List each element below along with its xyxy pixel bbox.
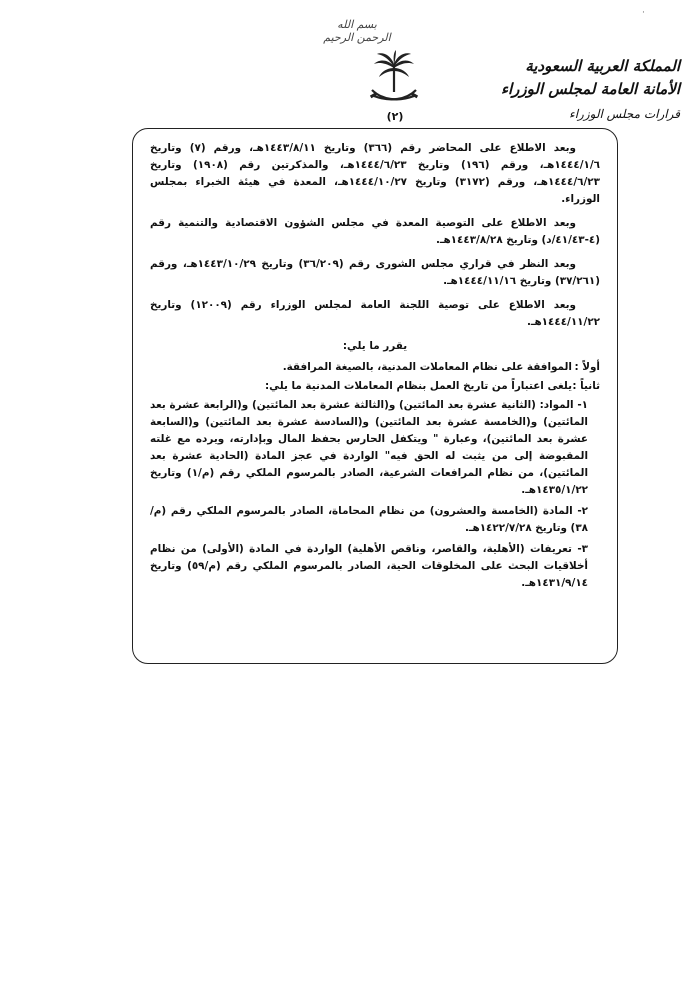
saudi-emblem-icon [368, 50, 420, 110]
clause-first-label: أولاً : [574, 361, 600, 373]
paragraph-shura-council: وبعد النظر في قراري مجلس الشورى رقم (٣٦/٢٠٩) وتاريخ ١٤٤٣/١٠/٢٩هـ، ورقم (٣٧/٢٦١) وتاريخ ١٤٤٤/١١/١٦هـ. [150, 258, 600, 287]
clause-first-text: الموافقة على نظام المعاملات المدنية، بالصيغة المرافقة. [282, 361, 572, 373]
kingdom-name: المملكة العربية السعودية [525, 57, 680, 75]
page-number: (٢) [386, 110, 404, 123]
clause-second-label: ثانياً : [572, 380, 600, 392]
clause-second [150, 378, 600, 395]
paragraph-economic-council: وبعد الاطلاع على التوصية المعدة في مجلس الشؤون الاقتصادية والتنمية رقم (٤-٤١/٤٣/د) وتاريخ ١٤٤٣/٨/٢٨هـ. [150, 217, 600, 246]
paragraph-minutes: وبعد الاطلاع على المحاضر رقم (٣٦٦) وتاريخ ١٤٤٣/٨/١١هـ، ورقم (٧) وتاريخ ١٤٤٤/١/٦هـ، ورقم (١٩٦) وتاريخ ١٤٤٤/٦/٢٣هـ، والمذكرتين رقم (١٩٠٨) وتاريخ ١٤٤٤/٦/٢٣هـ، ورقم (٣١٧٢) وتاريخ ١٤٤٤/١٠/٢٧هـ، المعدة في هيئة الخبراء بمجلس الوزراء. [150, 142, 600, 205]
clause-second-text: يلغى اعتباراً من تاريخ العمل بنظام المعاملات المدنية ما يلي: [265, 380, 572, 392]
corner-mark: · [642, 8, 645, 18]
document-section: قرارات مجلس الوزراء [569, 107, 680, 121]
repealed-item-3: ٣- تعريفات (الأهلية، والقاصر، وناقص الأهلية) الواردة في المادة (الأولى) من نظام أخلاقيات البحث على المخلوقات الحية، الصادر بالمرسوم الملكي رقم (م/٥٩) وتاريخ ١٤٣١/٩/١٤هـ. [150, 543, 588, 589]
paragraph-general-committee: وبعد الاطلاع على توصية اللجنة العامة لمجلس الوزراء رقم (١٢٠٠٩) وتاريخ ١٤٤٤/١١/٢٢هـ. [150, 299, 600, 328]
clause-first [150, 359, 600, 376]
repealed-item-1: ١- المواد: (الثانية عشرة بعد المائتين) و(الثالثة عشرة بعد المائتين) و(الرابعة عشرة بعد المائتين) و(الخامسة عشرة بعد المائتين) و(السادسة عشرة بعد المائتين) و(السابعة عشرة بعد المائتين)، وعبارة " ويتكفل الحارس بحفظ المال وبإدارته، ويرده مع غلته المقبوضة إلى من يثبت له الحق فيه" الواردة في عجز المادة (الحادية عشرة بعد المائتين)، من نظام المرافعات الشرعية، الصادر بالمرسوم الملكي رقم (م/١) وتاريخ ١٤٣٥/١/٢٢هـ. [150, 399, 589, 496]
basmala: بسم الله الرحمن الرحيم [323, 18, 391, 44]
repealed-item-2: ٢- المادة (الخامسة والعشرون) من نظام المحاماة، الصادر بالمرسوم الملكي رقم (م/٣٨) وتاريخ ١٤٢٢/٧/٢٨هـ. [150, 505, 588, 534]
decides-heading: يقرر ما يلي: [342, 340, 408, 352]
letterhead [500, 55, 680, 123]
decision-body [150, 140, 600, 596]
secretariat-name: الأمانة العامة لمجلس الوزراء [500, 80, 680, 98]
